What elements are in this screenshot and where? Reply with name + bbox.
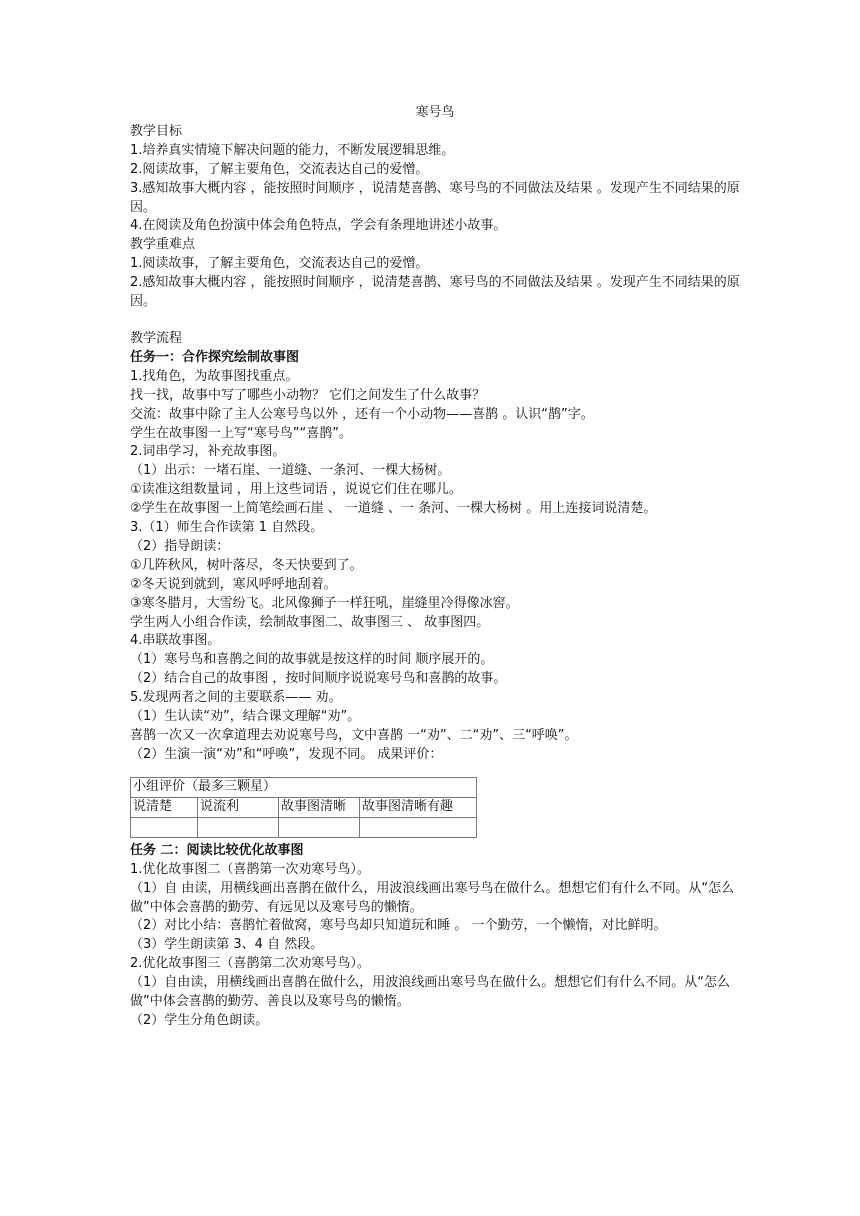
goals-heading: 教学目标 bbox=[130, 123, 183, 139]
spacer bbox=[130, 312, 740, 330]
task2-line: 1.优化故事图二（喜鹊第一次劝寒号鸟）。 bbox=[130, 861, 370, 877]
task2-line: （2）对比小结：喜鹊忙着做窝，寒号鸟却只知道玩和睡 。 一个勤劳，一个懒惰，对比鲜明。 bbox=[130, 918, 667, 934]
task1-line: ②学生在故事图一上简笔绘画石崖 、 一道缝 、一 条河、一棵大杨树 。用上连接词说清楚。 bbox=[130, 501, 657, 517]
goal-item: 1.培养真实情境下解决问题的能力，不断发展逻辑思维。 bbox=[130, 142, 455, 158]
evaluation-cell bbox=[198, 817, 279, 837]
task1-line: （1）生认读“劝”，结合课文理解“劝”。 bbox=[130, 709, 361, 725]
task1-line: 1.找角色，为故事图找重点。 bbox=[130, 368, 299, 384]
goal-item: 3.感知故事大概内容 ，能按照时间顺序 ，说清楚喜鹊、寒号鸟的不同做法及结果 。发现产生不同结果的原因。 bbox=[130, 180, 740, 215]
task2-line: （1）自 由读，用横线画出喜鹊在做什么，用波浪线画出寒号鸟在做什么。想想它们有什么不同。从“怎么 做”中体会喜鹊的勤劳、有远见以及寒号鸟的懒惰。 bbox=[130, 880, 735, 915]
task1-line: 3.（1）师生合作读第 1 自然段。 bbox=[130, 520, 324, 536]
goal-item: 2.阅读故事，了解主要角色，交流表达自己的爱憎。 bbox=[130, 161, 429, 177]
key-point-item: 1.阅读故事，了解主要角色，交流表达自己的爱憎。 bbox=[130, 256, 429, 272]
evaluation-table bbox=[130, 777, 477, 838]
flow-heading: 教学流程 bbox=[130, 330, 183, 346]
task1-heading: 任务一：合作探究绘制故事图 bbox=[130, 349, 300, 365]
task1-line: ②冬天说到就到，寒风呼呼地刮着。 bbox=[130, 576, 337, 592]
key-point-item: 2.感知故事大概内容 ，能按照时间顺序 ，说清楚喜鹊、寒号鸟的不同做法及结果 。发现产生不同结果的原因。 bbox=[130, 275, 740, 310]
task1-line: ①读准这组数量词 ，用上这些词语 ，说说它们住在哪儿。 bbox=[130, 482, 462, 498]
evaluation-cell bbox=[360, 817, 477, 837]
task2-line: 2.优化故事图三（喜鹊第二次劝寒号鸟）。 bbox=[130, 956, 370, 972]
task1-line: 喜鹊一次又一次拿道理去劝说寒号鸟，文中喜鹊 一“劝”、二“劝”、三“呼唤”。 bbox=[130, 728, 578, 743]
task1-line: （2）结合自己的故事图 ，按时间顺序说说寒号鸟和喜鹊的故事。 bbox=[130, 671, 507, 687]
evaluation-table-header: 小组评价（最多三颗星） bbox=[131, 777, 477, 797]
task1-line: 学生在故事图一上写“寒号鸟”“喜鹊”。 bbox=[130, 425, 352, 441]
task1-line: 5.发现两者之间的主要联系—— 劝。 bbox=[130, 690, 342, 706]
evaluation-column-header: 说流利 bbox=[198, 797, 279, 817]
task2-heading: 任务 二：阅读比较优化故事图 bbox=[130, 842, 304, 858]
evaluation-column-header: 故事图清晰有趣 bbox=[360, 797, 477, 817]
task1-line: 4.串联故事图。 bbox=[130, 633, 221, 649]
task1-line: ①几阵秋风，树叶落尽，冬天快要到了。 bbox=[130, 557, 363, 573]
task1-line: 2.词串学习，补充故事图。 bbox=[130, 444, 286, 460]
goal-item: 4.在阅读及角色扮演中体会角色特点，学会有条理地讲述小故事。 bbox=[130, 218, 507, 234]
task1-line: 找一找，故事中写了哪些小动物？ 它们之间发生了什么故事？ bbox=[130, 387, 486, 403]
evaluation-cell bbox=[279, 817, 360, 837]
evaluation-column-header: 说清楚 bbox=[131, 797, 198, 817]
task1-line: （1）出示：一堵石崖、一道缝、一条河、一棵大杨树。 bbox=[130, 463, 451, 479]
task1-line: （1）寒号鸟和喜鹊之间的故事就是按这样的时间 顺序展开的。 bbox=[130, 652, 494, 668]
task1-line: 交流：故事中除了主人公寒号鸟以外 ，还有一个小动物——喜鹊 。认识“鹊”字。 bbox=[130, 406, 594, 422]
key-points-heading: 教学重难点 bbox=[130, 237, 196, 253]
task2-line: （3）学生朗读第 3、4 自 然段。 bbox=[130, 937, 324, 953]
task1-line: ③寒冬腊月，大雪纷飞。北风像狮子一样狂吼，崖缝里冷得像冰窖。 bbox=[130, 595, 519, 611]
evaluation-column-header: 故事图清晰 bbox=[279, 797, 360, 817]
task1-line: 学生两人小组合作读，绘制故事图二、故事图三 、 故事图四。 bbox=[130, 614, 490, 630]
document-page bbox=[130, 104, 740, 1031]
task1-line: （2）指导朗读： bbox=[130, 538, 230, 554]
task2-line: （2）学生分角色朗读。 bbox=[130, 1012, 269, 1028]
page-title: 寒号鸟 bbox=[415, 105, 455, 120]
evaluation-cell bbox=[131, 817, 198, 837]
task1-line: （2）生演一演“劝”和“呼唤”，发现不同。 成果评价： bbox=[130, 746, 443, 762]
task2-line: （1）自由读，用横线画出喜鹊在做什么，用波浪线画出寒号鸟在做什么。想想它们有什么不同。从“怎么做”中体会喜鹊的勤劳、善良以及寒号鸟的懒惰。 bbox=[130, 975, 731, 1010]
